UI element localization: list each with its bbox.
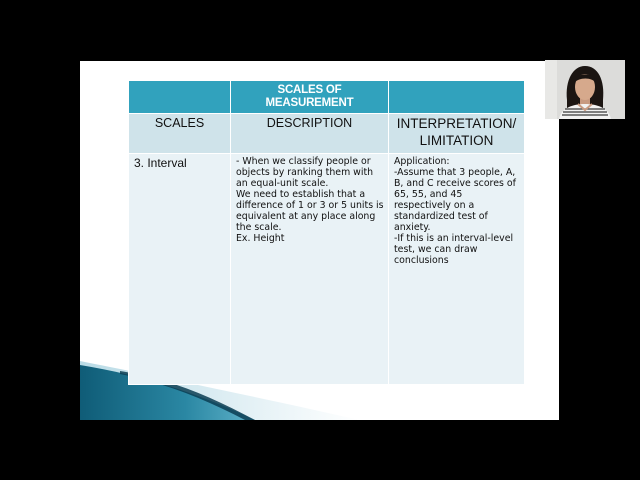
description-cell [231, 154, 389, 385]
webcam-overlay [545, 60, 625, 119]
header-cell-interpretation [389, 114, 525, 154]
header-interpretation-line2: LIMITATION [419, 133, 494, 148]
scale-cell [129, 154, 231, 385]
header-cell-scales [129, 114, 231, 154]
title-cell-empty-left [129, 81, 231, 114]
table-row [129, 154, 525, 385]
interpretation-cell [389, 154, 525, 385]
table-header-row [129, 114, 525, 154]
table-title [231, 81, 388, 110]
interpretation-text: Application: -Assume that 3 people, A, B, and C receive scores of 65, 55, and 45 respectively on a standardized test of anxiety. -If this is an interval-level test, we can draw conclusions [394, 156, 516, 266]
scale-name: 3. Interval [134, 156, 187, 170]
header-interpretation [389, 114, 524, 149]
header-description: DESCRIPTION [266, 116, 353, 130]
presenter-avatar [545, 60, 625, 119]
table-title-row [129, 81, 525, 114]
header-cell-description [231, 114, 389, 154]
table-title-line2: MEASUREMENT [265, 97, 354, 109]
description-text: - When we classify people or objects by ranking them with an equal-unit scale. We need to establish that a difference of 1 or 3 or 5 units is equivalent at any place along the scale. Ex. Height [236, 156, 384, 244]
header-scales: SCALES [154, 116, 205, 130]
title-cell-empty-right [389, 81, 525, 114]
presentation-slide [80, 61, 559, 420]
scales-of-measurement-table [128, 80, 525, 385]
table-title-line1: SCALES OF [277, 84, 342, 96]
header-interpretation-line1: INTERPRETATION/ [396, 116, 517, 131]
title-cell [231, 81, 389, 114]
